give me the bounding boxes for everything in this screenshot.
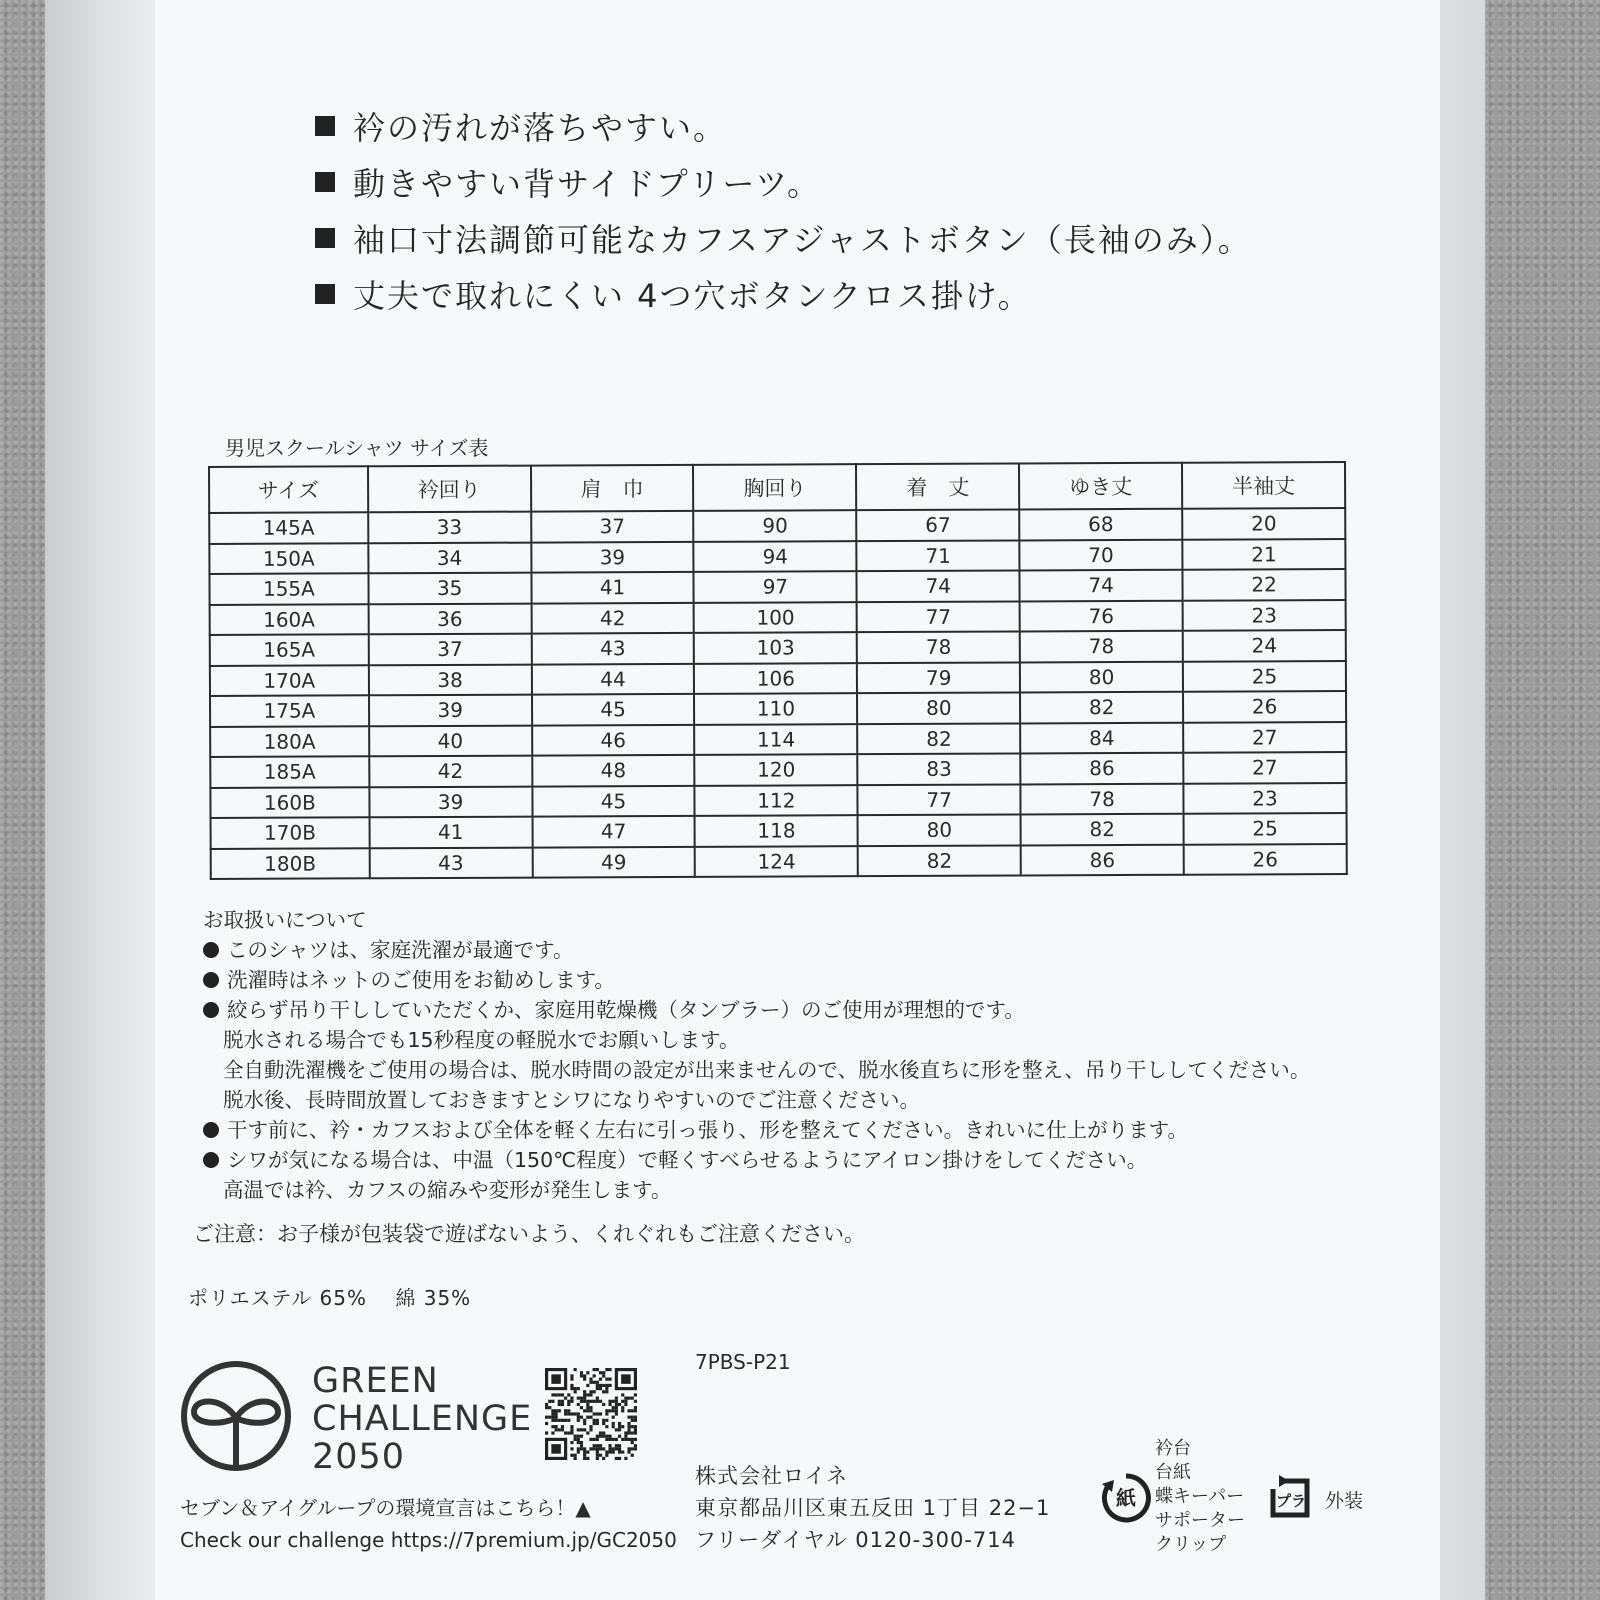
table-cell: 45: [532, 694, 695, 725]
table-cell: 34: [368, 542, 531, 573]
table-cell: 37: [531, 511, 694, 542]
table-cell: 43: [369, 847, 532, 878]
table-cell: 74: [857, 570, 1020, 601]
table-cell: 35: [368, 573, 531, 604]
company-phone: フリーダイヤル 0120-300-714: [695, 1528, 1016, 1552]
svg-text:紙: 紙: [1116, 1486, 1136, 1510]
table-row: [211, 813, 1347, 848]
table-cell: 78: [1020, 631, 1183, 662]
table-row: [210, 752, 1346, 787]
table-cell: 20: [1182, 508, 1345, 539]
table-cell: 90: [694, 510, 857, 541]
table-row: [210, 661, 1346, 696]
table-cell: 47: [532, 816, 695, 847]
table-row: [211, 844, 1347, 879]
size-table: [208, 461, 1348, 880]
table-cell: 48: [532, 755, 695, 786]
table-row: [210, 783, 1346, 818]
table-cell: 39: [369, 786, 532, 817]
green-challenge-text: GREEN CHALLENGE 2050: [312, 1361, 533, 1477]
table-row: [209, 569, 1345, 604]
table-row: [210, 722, 1346, 757]
plastic-recycle-item: 外装: [1325, 1490, 1364, 1512]
table-cell: 80: [858, 814, 1021, 845]
table-cell: 40: [369, 725, 532, 756]
feature-item: 衿の汚れが落ちやすい。: [315, 98, 1252, 154]
table-cell: 23: [1183, 783, 1346, 814]
table-cell: 49: [532, 846, 695, 877]
feature-item: 袖口寸法調節可能なカフスアジャストボタン（長袖のみ）。: [315, 210, 1252, 266]
table-cell: 165A: [210, 634, 369, 665]
table-cell: 124: [695, 846, 858, 877]
caution-text: ご注意：お子様が包装袋で遊ばないよう、くれぐれもご注意ください。: [193, 1222, 865, 1246]
table-row: [209, 539, 1345, 574]
table-cell: 39: [531, 541, 694, 572]
table-cell: 160A: [210, 604, 369, 635]
table-row: [210, 600, 1346, 635]
table-cell: 112: [695, 785, 858, 816]
bullet-dot-icon: [203, 1122, 219, 1138]
table-cell: 83: [858, 753, 1021, 784]
company-info: [695, 1460, 1050, 1556]
square-bullet-icon: [315, 116, 335, 136]
environment-declaration: セブン＆アイグループの環境宣言はこちら！▲ Check our challenge https://7premium.jp/GC2050: [180, 1492, 677, 1556]
table-cell: 78: [1021, 783, 1184, 814]
table-cell: 74: [1020, 570, 1183, 601]
feature-item: 動きやすい背サイドプリーツ。: [315, 154, 1252, 210]
table-cell: 94: [694, 541, 857, 572]
table-cell: 41: [531, 572, 694, 603]
table-cell: 155A: [209, 573, 368, 604]
table-cell: 180B: [211, 848, 370, 879]
table-cell: 100: [694, 602, 857, 633]
table-cell: 42: [531, 602, 694, 633]
company-name: 株式会社ロイネ: [695, 1464, 849, 1488]
table-cell: 25: [1183, 661, 1346, 692]
paper-recycle-items: 衿台 台紙 蝶キーパー サポーター クリップ: [1155, 1438, 1245, 1555]
table-cell: 82: [1021, 814, 1184, 845]
table-cell: 97: [694, 571, 857, 602]
table-cell: 27: [1183, 752, 1346, 783]
table-cell: 145A: [209, 512, 368, 543]
table-cell: 77: [858, 784, 1021, 815]
paper-recycle-icon: [1100, 1472, 1152, 1524]
material-composition: ポリエステル 65% 綿 35%: [188, 1286, 472, 1310]
table-cell: 67: [857, 509, 1020, 540]
care-continuation: 全自動洗濯機をご使用の場合は、脱水時間の設定が出来ませんので、脱水後直ちに形を整え、吊り干ししてください。: [223, 1058, 1311, 1082]
table-cell: 103: [694, 632, 857, 663]
table-cell: 38: [369, 664, 532, 695]
table-cell: 120: [695, 754, 858, 785]
table-cell: 80: [1020, 661, 1183, 692]
care-item: 絞らず吊り干ししていただくか、家庭用乾燥機（タンブラー）のご使用が理想的です。: [193, 995, 1310, 1025]
care-continuation: 脱水後、長時間放置しておきますとシワになりやすいのでご注意ください。: [223, 1088, 920, 1112]
bullet-dot-icon: [203, 1152, 219, 1168]
size-table-caption: 男児スクールシャツ サイズ表: [225, 436, 489, 460]
table-cell: 78: [857, 631, 1020, 662]
table-cell: 22: [1183, 569, 1346, 600]
care-heading: お取扱いについて: [203, 908, 367, 932]
table-cell: 114: [695, 724, 858, 755]
care-item: シワが気になる場合は、中温（150℃程度）で軽くすべらせるようにアイロン掛けをしてください。: [193, 1145, 1310, 1175]
header-shoulder: 肩 巾: [531, 465, 694, 512]
table-cell: 26: [1184, 844, 1347, 875]
square-bullet-icon: [315, 228, 335, 248]
table-cell: 79: [857, 662, 1020, 693]
table-cell: 77: [857, 601, 1020, 632]
svg-text:プラ: プラ: [1275, 1492, 1307, 1510]
table-cell: 68: [1019, 509, 1182, 540]
table-cell: 45: [532, 785, 695, 816]
table-row: [210, 630, 1346, 665]
table-cell: 86: [1020, 753, 1183, 784]
table-cell: 76: [1020, 600, 1183, 631]
table-cell: 86: [1021, 844, 1184, 875]
table-cell: 46: [532, 724, 695, 755]
table-cell: 26: [1183, 691, 1346, 722]
header-short-sleeve: 半袖丈: [1182, 462, 1345, 509]
table-cell: 70: [1020, 539, 1183, 570]
table-cell: 82: [857, 723, 1020, 754]
care-item: このシャツは、家庭洗濯が最適です。: [193, 935, 1310, 965]
table-cell: 180A: [210, 726, 369, 757]
table-cell: 150A: [209, 543, 368, 574]
care-item: 干す前に、衿・カフスおよび全体を軽く左右に引っ張り、形を整えてください。きれいに仕上がります。: [193, 1115, 1310, 1145]
square-bullet-icon: [315, 284, 335, 304]
table-cell: 37: [368, 634, 531, 665]
header-collar: 衿回り: [368, 466, 531, 513]
size-table-header: [209, 462, 1345, 513]
company-address: 東京都品川区東五反田 1丁目 22−1: [695, 1496, 1051, 1520]
header-size: サイズ: [209, 466, 368, 513]
bullet-dot-icon: [203, 972, 219, 988]
table-cell: 24: [1183, 630, 1346, 661]
sprout-logo-icon: [180, 1360, 292, 1472]
feature-list: [315, 98, 1252, 322]
table-cell: 44: [531, 663, 694, 694]
table-cell: 21: [1182, 539, 1345, 570]
table-cell: 71: [857, 540, 1020, 571]
table-cell: 41: [369, 817, 532, 848]
table-cell: 27: [1183, 722, 1346, 753]
header-length: 着 丈: [856, 463, 1019, 510]
table-cell: 39: [369, 695, 532, 726]
table-cell: 170A: [210, 665, 369, 696]
challenge-url[interactable]: Check our challenge https://7premium.jp/GC2050: [180, 1528, 677, 1552]
table-cell: 160B: [210, 787, 369, 818]
care-item: 洗濯時はネットのご使用をお勧めします。: [193, 965, 1310, 995]
table-cell: 185A: [210, 756, 369, 787]
table-cell: 80: [857, 692, 1020, 723]
table-cell: 84: [1020, 722, 1183, 753]
table-cell: 118: [695, 815, 858, 846]
table-cell: 82: [858, 845, 1021, 876]
bullet-dot-icon: [203, 942, 219, 958]
table-cell: 25: [1184, 813, 1347, 844]
header-sleeve: ゆき丈: [1019, 463, 1182, 510]
plastic-recycle-icon: [1265, 1473, 1315, 1523]
care-instructions: [193, 905, 1310, 1205]
table-cell: 33: [368, 512, 531, 543]
qr-code-icon[interactable]: [545, 1368, 637, 1460]
table-row: [209, 508, 1345, 543]
table-cell: 106: [694, 663, 857, 694]
square-bullet-icon: [315, 172, 335, 192]
table-cell: 43: [531, 633, 694, 664]
table-cell: 23: [1183, 600, 1346, 631]
bullet-dot-icon: [203, 1002, 219, 1018]
feature-item: 丈夫で取れにくい 4つ穴ボタンクロス掛け。: [315, 266, 1252, 322]
table-cell: 82: [1020, 692, 1183, 723]
table-cell: 175A: [210, 695, 369, 726]
table-cell: 42: [369, 756, 532, 787]
header-chest: 胸回り: [693, 464, 856, 511]
care-continuation: 高温では衿、カフスの縮みや変形が発生します。: [223, 1178, 672, 1202]
table-cell: 170B: [211, 817, 370, 848]
table-cell: 36: [368, 603, 531, 634]
care-continuation: 脱水される場合でも15秒程度の軽脱水でお願いします。: [223, 1028, 740, 1052]
table-cell: 110: [694, 693, 857, 724]
table-row: [210, 691, 1346, 726]
product-code: 7PBS-P21: [695, 1350, 791, 1374]
